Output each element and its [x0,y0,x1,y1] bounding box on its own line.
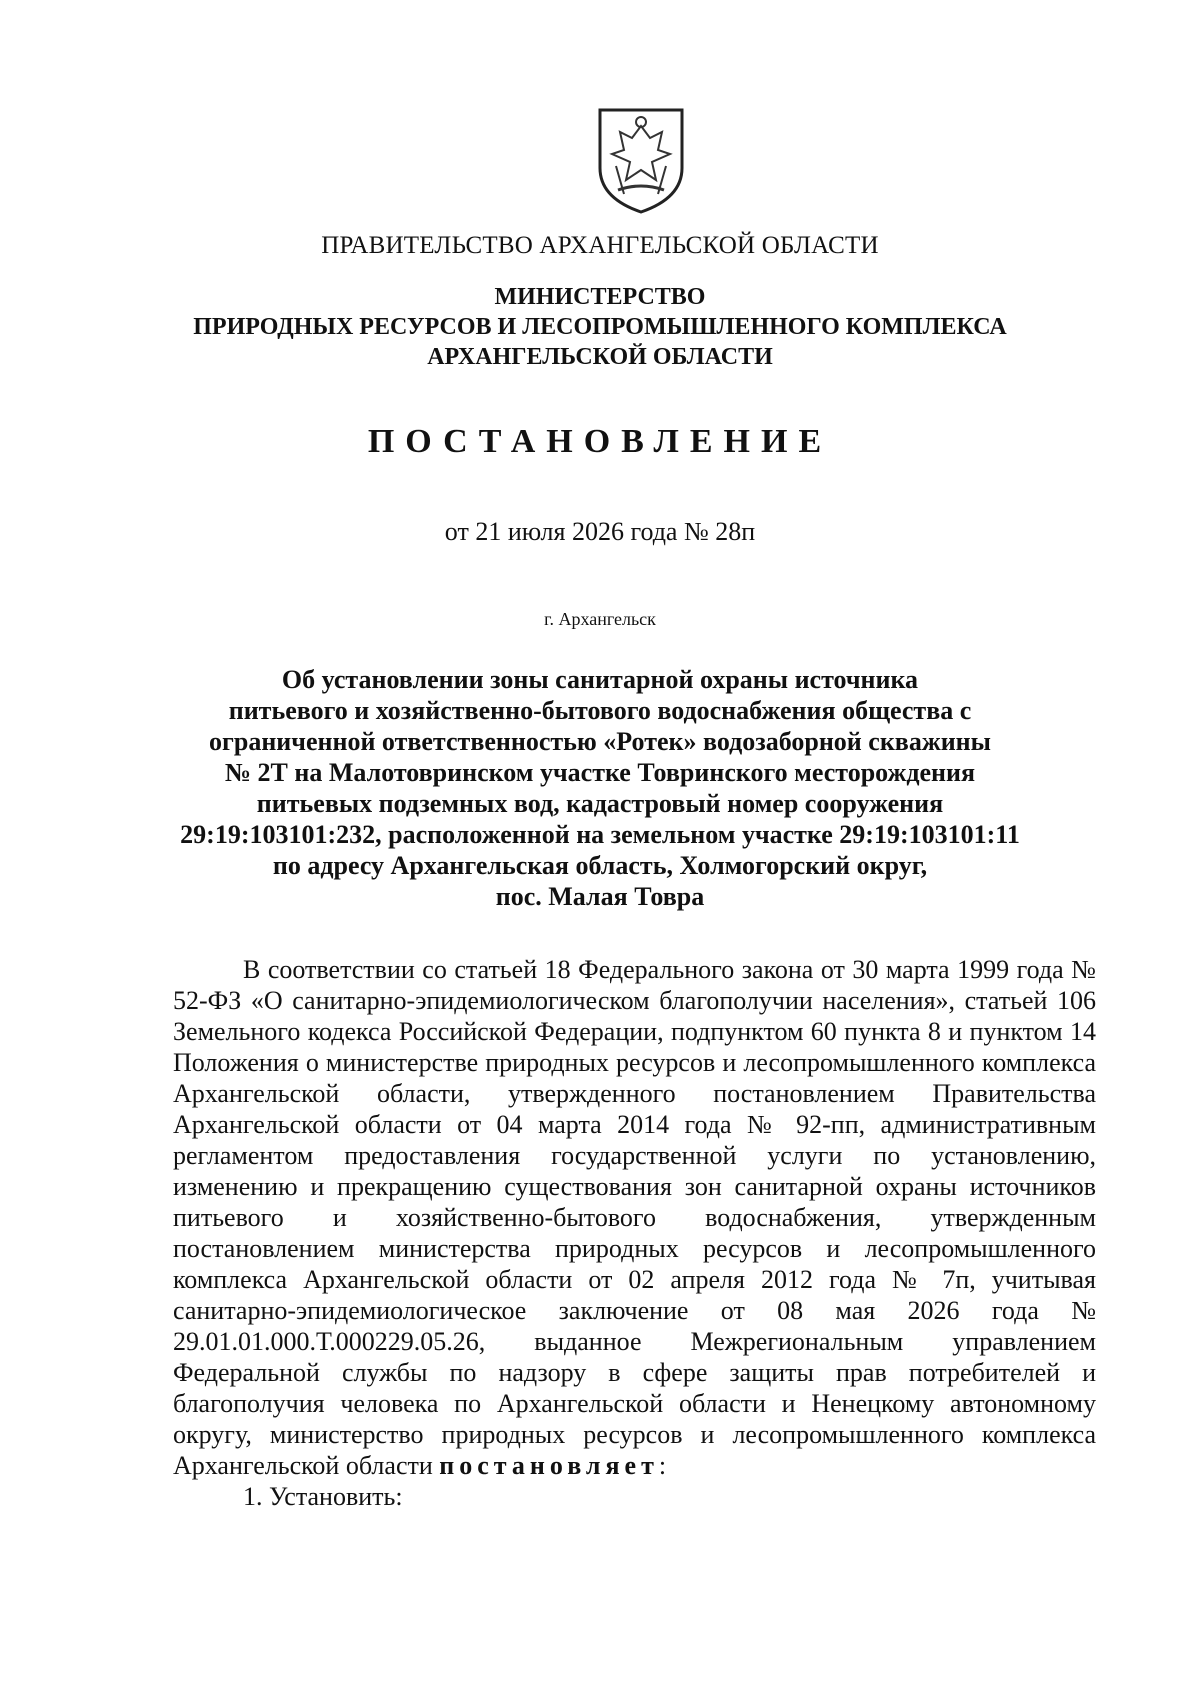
subject-line: Об установлении зоны санитарной охраны источника [281,665,919,694]
document-date-number: от 21 июля 2026 года № 28п [444,517,756,546]
subject-line: по адресу Архангельская область, Холмогорский округ, [272,851,928,880]
ministry-heading [0,282,1200,372]
document-subject [0,664,1200,912]
preamble-paragraph [173,954,1096,1481]
decree-punct: : [658,1451,667,1480]
item-1: 1. Установить: [243,1482,403,1511]
subject-line: ограниченной ответственностью «Ротек» водозаборной скважины [209,727,991,756]
subject-line: пос. Малая Товра [495,882,705,911]
ministry-line-3: АРХАНГЕЛЬСКОЙ ОБЛАСТИ [427,344,773,370]
document-city: г. Архангельск [544,609,656,629]
subject-line: питьевого и хозяйственно-бытового водоснабжения общества с [228,696,972,725]
coat-of-arms-icon [596,106,686,216]
subject-line: 29:19:103101:232, расположенной на земельном участке 29:19:103101:11 [180,820,1020,849]
preamble-text: В соответствии со статьей 18 Федерального закона от 30 марта 1999 года № 52-ФЗ «О санитарно-эпидемиологическом благополучии населения», статьей 106 Земельного кодекса Российской Федерации, подпунктом 60 пункта 8 и пунктом 14 Положения о министерстве природных ресурсов и лесопромышленного комплекса Архангельской области, утвержденного постановлением Правительства Архангельской области от 04 марта 2014 года № 92-пп, административным регламентом предоставления государственной услуги по установлению, изменению и прекращению существования зон санитарной охраны источников питьевого и хозяйственно-бытового водоснабжения, утвержденным постановлением министерства природных ресурсов и лесопромышленного комплекса Архангельской области от 02 апреля 2012 года № 7п, учитывая санитарно-эпидемиологическое заключение от 08 мая 2026 года № 29.01.01.000.Т.000229.05.26, выданное Межрегиональным управлением Федеральной службы по надзору в сфере защиты прав потребителей и благополучия человека по Архангельской области и Ненецкому автономному округу, министерство природных ресурсов и лесопромышленного комплекса Архангельской области [173,955,1096,1480]
government-heading: ПРАВИТЕЛЬСТВО АРХАНГЕЛЬСКОЙ ОБЛАСТИ [321,232,879,259]
subject-line: питьевых подземных вод, кадастровый номер сооружения [256,789,944,818]
subject-line: № 2Т на Малотовринском участке Товринского месторождения [224,758,976,787]
ministry-line-2: ПРИРОДНЫХ РЕСУРСОВ И ЛЕСОПРОМЫШЛЕННОГО КОМПЛЕКСА [193,314,1007,340]
ministry-line-1: МИНИСТЕРСТВО [494,284,706,310]
document-body [173,954,1096,1512]
decree-word: постановляет [439,1451,659,1480]
document-type: ПОСТАНОВЛЕНИЕ [367,423,833,460]
